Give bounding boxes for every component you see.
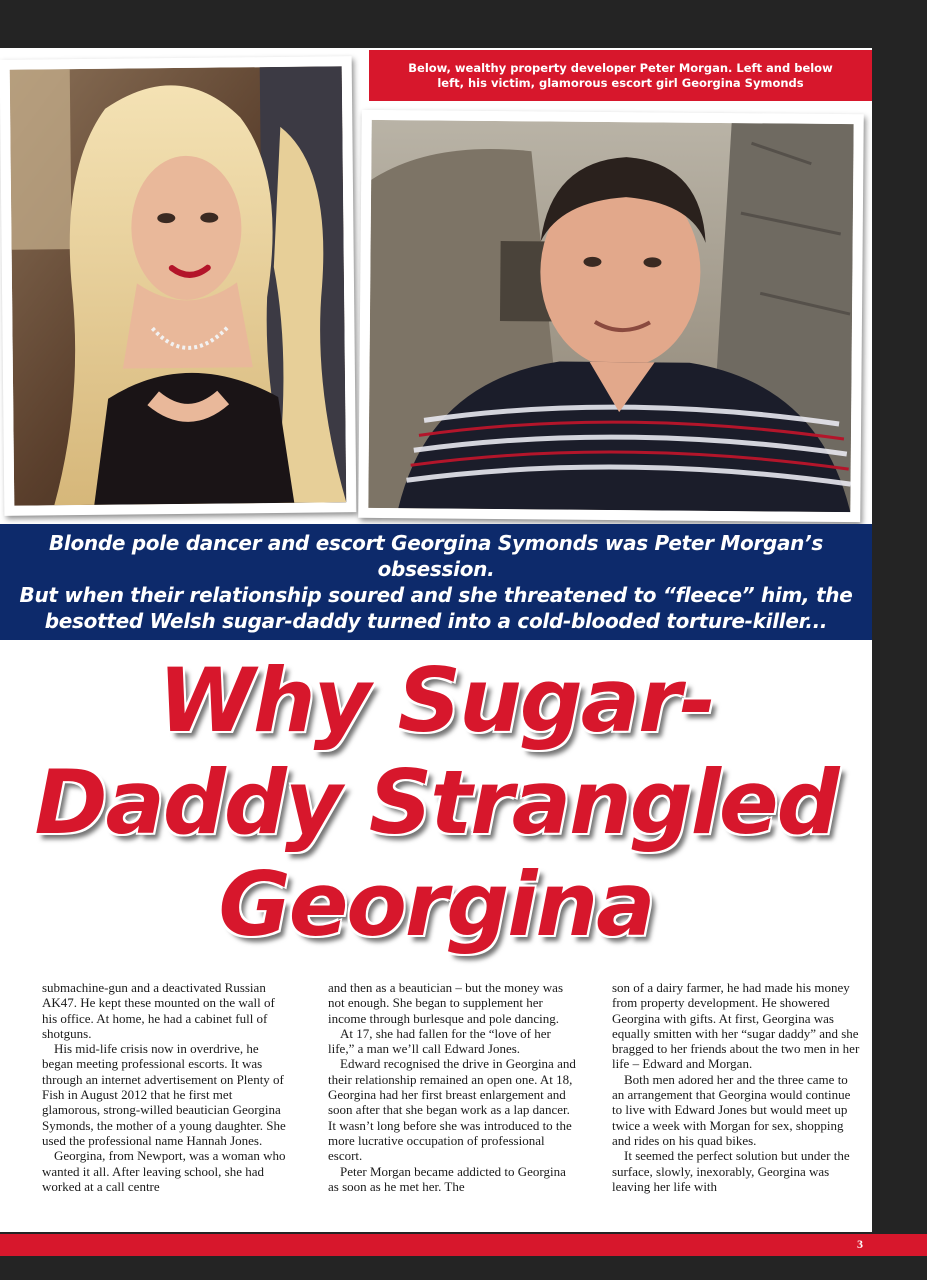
page-number: 3 [857,1237,863,1251]
photo-peter-frame [358,110,864,522]
headline [0,650,872,956]
standfirst-line-3: besotted Welsh sugar-daddy turned into a cold-blooded torture-killer... [44,609,828,633]
portrait-photo-woman-icon [10,66,347,505]
standfirst-banner [0,524,872,640]
standfirst-line-2: But when their relationship soured and she threatened to “fleece” him, the [19,583,853,607]
photo-georgina-frame [0,56,356,516]
paragraph: His mid-life crisis now in overdrive, he began meeting professional escorts. It was through an internet advertisement on Plenty of Fish in August 2012 that he first met glamorous, strong-willed beautician Georgina Symonds, the mother of a young daughter. She used the professional name Hannah Jones. [42,1041,286,1148]
paragraph: submachine-gun and a deactivated Russian AK47. He kept these mounted on the wall of his office. At home, he had a cabinet full of shotguns. [42,980,275,1041]
paragraph: At 17, she had fallen for the “love of her life,” a man we’ll call Edward Jones. [328,1025,551,1057]
headline-line-3: Georgina [218,853,654,956]
body-column-3 [612,980,860,1194]
portrait-photo-man-icon [368,120,853,512]
body-column-1 [42,980,290,1194]
headline-line-1: Why Sugar- [157,649,715,752]
paragraph: Peter Morgan became addicted to Georgina as soon as he met her. The [328,1163,566,1194]
headline-line-2: Daddy Strangled [34,751,838,854]
photo-caption [369,50,872,101]
paragraph: It seemed the perfect solution but under the surface, slowly, inexorably, Georgina was leaving her life with [612,1148,850,1194]
standfirst-line-1: Blonde pole dancer and escort Georgina Symonds was Peter Morgan’s obsession. [48,531,824,581]
paragraph: son of a dairy farmer, he had made his money from property development. He showered Georgina with gifts. At first, Georgina was equally smitten with her “sugar daddy” and she bragged to her friends about the two men in her life – Edward and Morgan. [612,980,860,1072]
paragraph: Georgina, from Newport, was a woman who wanted it all. After leaving school, she had worked at a call centre [42,1148,286,1194]
photo-caption-line-2: left, his victim, glamorous escort girl Georgina Symonds [437,75,804,90]
photo-caption-line-1: Below, wealthy property developer Peter Morgan. Left and below [408,60,833,75]
paragraph: and then as a beautician – but the money was not enough. She began to supplement her income through burlesque and pole dancing. [328,980,564,1026]
body-column-2 [328,980,576,1194]
footer-bar [0,1234,927,1256]
paragraph: Edward recognised the drive in Georgina and their relationship remained an open one. At 18, Georgina had her first breast enlargement and soon after that she began work as a lap dancer. It wasn’t long before she was introduced to the more lucrative occupation of professional escort. [328,1056,576,1164]
article-body [0,980,872,1228]
paragraph: Both men adored her and the three came to an arrangement that Georgina would continue to live with Edward Jones but would meet up twice a week with Morgan for sex, shopping and rides on his quad bikes. [612,1071,851,1148]
